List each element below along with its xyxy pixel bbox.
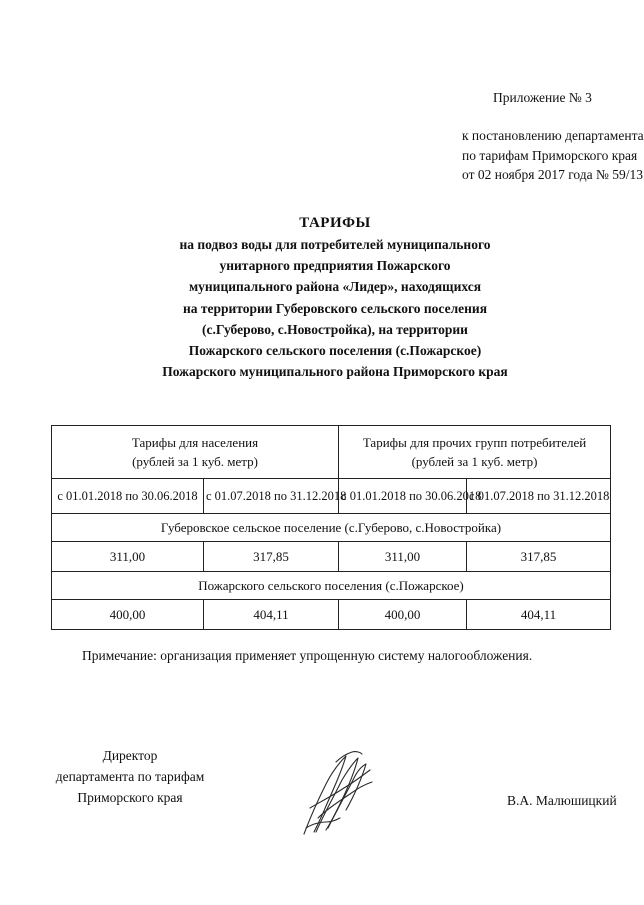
heading-line: Пожарского сельского поселения (с.Пожарское) <box>188 343 482 359</box>
tariff-value-cell: 311,00 <box>339 542 467 572</box>
appendix-title: Приложение № 3 <box>493 90 592 105</box>
heading-line: Пожарского муниципального района Приморского края <box>162 364 508 380</box>
group-header-unit: (рублей за 1 куб. метр) <box>411 454 538 469</box>
heading-line: на территории Губеровского сельского поселения <box>182 300 488 316</box>
heading-line: муниципального района «Лидер», находящихся <box>188 279 482 295</box>
tariff-value-cell: 404,11 <box>204 600 339 630</box>
heading-line: унитарного предприятия Пожарского <box>219 258 451 274</box>
table-group-header-row <box>52 426 611 479</box>
table-section-row <box>52 514 611 542</box>
signatory-line: Директор <box>102 748 158 763</box>
document-title: ТАРИФЫ <box>299 215 371 231</box>
heading-line: на подвоз воды для потребителей муниципального <box>179 237 491 252</box>
period-cell: с 01.07.2018 по 31.12.2018 <box>204 479 339 514</box>
appendix-line: от 02 ноября 2017 года № 59/13 <box>462 167 644 182</box>
group-header-other-consumers <box>339 426 611 479</box>
appendix-reference <box>462 126 644 185</box>
group-header-unit: (рублей за 1 куб. метр) <box>132 454 258 469</box>
group-header-title: Тарифы для прочих групп потребителей <box>362 435 587 450</box>
table-row <box>52 542 611 572</box>
heading-line: (с.Губерово, с.Новостройка), на территории <box>202 321 468 337</box>
tariff-value-cell: 317,85 <box>467 542 611 572</box>
section-name-pozharskoe: Пожарского сельского поселения (с.Пожарское) <box>52 572 611 600</box>
period-cell: с 01.01.2018 по 30.06.2018 <box>339 479 467 514</box>
signer-name: В.А. Малюшицкий <box>507 793 617 808</box>
appendix-line: к постановлению департамента <box>462 128 644 143</box>
appendix-line: по тарифам Приморского края <box>462 147 638 163</box>
tariff-value-cell: 400,00 <box>339 600 467 630</box>
table-section-row <box>52 572 611 600</box>
tariff-value-cell: 400,00 <box>52 600 204 630</box>
signatory-line: Приморского края <box>77 790 183 805</box>
group-header-population <box>52 426 339 479</box>
period-cell: с 01.01.2018 по 30.06.2018 <box>52 479 204 514</box>
table-period-row <box>52 479 611 514</box>
tariff-table <box>51 425 611 630</box>
tariff-value-cell: 404,11 <box>467 600 611 630</box>
handwritten-signature <box>296 748 376 838</box>
group-header-title: Тарифы для населения <box>131 435 259 450</box>
tariff-value-cell: 311,00 <box>52 542 204 572</box>
period-cell: с 01.07.2018 по 31.12.2018 <box>467 479 611 514</box>
signatory-position <box>50 745 210 808</box>
tariff-value-cell: 317,85 <box>204 542 339 572</box>
document-heading <box>150 212 520 382</box>
table-row <box>52 600 611 630</box>
tax-note: Примечание: организация применяет упрощенную систему налогообложения. <box>82 648 533 663</box>
signatory-line: департамента по тарифам <box>55 769 205 784</box>
section-name-guberovo: Губеровское сельское поселение (с.Губерово, с.Новостройка) <box>52 514 611 542</box>
